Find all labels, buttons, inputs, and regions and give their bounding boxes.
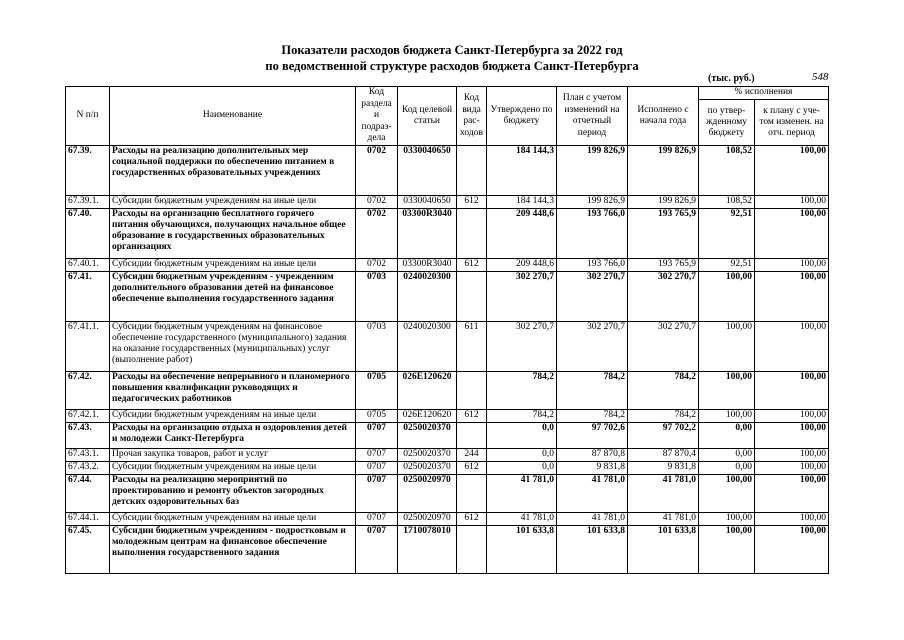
- cell-executed: 784,2: [628, 372, 699, 410]
- cell-approved: 184 144,3: [487, 196, 557, 209]
- cell-approved: 784,2: [487, 410, 557, 423]
- cell-pct-approved: 100,00: [699, 526, 755, 574]
- cell-executed: 784,2: [628, 410, 699, 423]
- cell-plan: 9 831,8: [557, 462, 628, 475]
- cell-expense-type-code: 612: [457, 410, 487, 423]
- cell-section-code: 0707: [356, 462, 398, 475]
- cell-pct-approved: 100,00: [699, 475, 755, 513]
- cell-num: 67.42.1.: [66, 410, 110, 423]
- cell-plan: 41 781,0: [557, 513, 628, 526]
- cell-expense-type-code: [457, 475, 487, 513]
- cell-section-code: 0703: [356, 322, 398, 372]
- cell-target-code: 0250020970: [398, 513, 457, 526]
- cell-expense-type-code: [457, 209, 487, 259]
- header-pct-approved: по утвер-жденному бюджету: [699, 100, 755, 146]
- cell-pct-plan: 100,00: [755, 259, 829, 272]
- header-pct-group: % исполнения: [699, 87, 829, 100]
- cell-pct-plan: 100,00: [755, 475, 829, 513]
- cell-executed: 87 870,4: [628, 449, 699, 462]
- cell-executed: 199 826,9: [628, 146, 699, 196]
- cell-target-code: 0250020370: [398, 449, 457, 462]
- cell-pct-approved: 108,52: [699, 146, 755, 196]
- cell-pct-plan: 100,00: [755, 372, 829, 410]
- cell-num: 67.41.1.: [66, 322, 110, 372]
- cell-pct-plan: 100,00: [755, 513, 829, 526]
- cell-plan: 784,2: [557, 410, 628, 423]
- cell-name: Субсидии бюджетным учреждениям на иные цели: [110, 410, 356, 423]
- table-row: [66, 209, 829, 259]
- cell-num: 67.43.: [66, 423, 110, 449]
- cell-pct-plan: 100,00: [755, 272, 829, 322]
- cell-plan: 97 702,6: [557, 423, 628, 449]
- cell-name: Прочая закупка товаров, работ и услуг: [110, 449, 356, 462]
- table-row: [66, 322, 829, 372]
- report-title-line-2: по ведомственной структуре расходов бюджета Санкт-Петербурга: [265, 59, 639, 73]
- cell-expense-type-code: [457, 272, 487, 322]
- header-target-code: Код целевой статьи: [398, 87, 457, 146]
- cell-expense-type-code: 612: [457, 259, 487, 272]
- cell-approved: 209 448,6: [487, 209, 557, 259]
- cell-expense-type-code: [457, 526, 487, 574]
- cell-approved: 41 781,0: [487, 513, 557, 526]
- table-body: [66, 146, 829, 574]
- cell-expense-type-code: 612: [457, 513, 487, 526]
- cell-section-code: 0707: [356, 449, 398, 462]
- cell-pct-plan: 100,00: [755, 196, 829, 209]
- cell-name: Субсидии бюджетным учреждениям на иные цели: [110, 513, 356, 526]
- table-row: [66, 423, 829, 449]
- cell-num: 67.40.1.: [66, 259, 110, 272]
- cell-num: 67.40.: [66, 209, 110, 259]
- cell-target-code: 0330040650: [398, 146, 457, 196]
- cell-num: 67.43.2.: [66, 462, 110, 475]
- cell-target-code: 0250020370: [398, 423, 457, 449]
- cell-target-code: 026E120620: [398, 372, 457, 410]
- units-label: (тыс. руб.): [708, 73, 755, 84]
- cell-executed: 101 633,8: [628, 526, 699, 574]
- cell-pct-approved: 0,00: [699, 462, 755, 475]
- header-num: N п/п: [66, 87, 110, 146]
- cell-target-code: 03300R3040: [398, 209, 457, 259]
- cell-num: 67.45.: [66, 526, 110, 574]
- cell-plan: 302 270,7: [557, 322, 628, 372]
- cell-pct-plan: 100,00: [755, 209, 829, 259]
- cell-name: Субсидии бюджетным учреждениям на иные цели: [110, 462, 356, 475]
- table-row: [66, 513, 829, 526]
- cell-approved: 0,0: [487, 449, 557, 462]
- cell-name: Расходы на реализацию дополнительных мер социальной поддержки по обеспечению питанием в государственных образовательных учреждениях: [110, 146, 356, 196]
- cell-name: Субсидии бюджетным учреждениям на финансовое обеспечение государственного (муниципального) задания на оказание государственных (муниципальных) услуг (выполнение работ): [110, 322, 356, 372]
- cell-num: 67.44.: [66, 475, 110, 513]
- cell-plan: 101 633,8: [557, 526, 628, 574]
- cell-approved: 184 144,3: [487, 146, 557, 196]
- cell-section-code: 0705: [356, 410, 398, 423]
- cell-name: Расходы на реализацию мероприятий по проектированию и ремонту объектов загородных детских оздоровительных баз: [110, 475, 356, 513]
- cell-expense-type-code: [457, 372, 487, 410]
- cell-approved: 209 448,6: [487, 259, 557, 272]
- header-approved: Утверждено по бюджету: [487, 87, 557, 146]
- cell-name: Субсидии бюджетным учреждениям - учреждениям дополнительного образования детей на финансовое обеспечение выполнения государственного задания: [110, 272, 356, 322]
- cell-approved: 302 270,7: [487, 322, 557, 372]
- cell-executed: 41 781,0: [628, 475, 699, 513]
- cell-approved: 101 633,8: [487, 526, 557, 574]
- cell-target-code: 1710078010: [398, 526, 457, 574]
- cell-expense-type-code: [457, 146, 487, 196]
- cell-pct-approved: 108,52: [699, 196, 755, 209]
- cell-plan: 41 781,0: [557, 475, 628, 513]
- cell-pct-approved: 92,51: [699, 209, 755, 259]
- cell-section-code: 0707: [356, 526, 398, 574]
- table-row: [66, 410, 829, 423]
- cell-name: Расходы на организацию бесплатного горячего питания обучающихся, получающих начальное общее образование в государственных образовательных организациях: [110, 209, 356, 259]
- cell-pct-plan: 100,00: [755, 526, 829, 574]
- cell-executed: 9 831,8: [628, 462, 699, 475]
- cell-pct-plan: 100,00: [755, 322, 829, 372]
- cell-num: 67.42.: [66, 372, 110, 410]
- cell-approved: 0,0: [487, 423, 557, 449]
- cell-plan: 193 766,0: [557, 209, 628, 259]
- table-row: [66, 526, 829, 574]
- header-expense-type-code: Код вида рас-ходов: [457, 87, 487, 146]
- cell-num: 67.39.: [66, 146, 110, 196]
- cell-target-code: 0240020300: [398, 272, 457, 322]
- cell-approved: 0,0: [487, 462, 557, 475]
- cell-approved: 302 270,7: [487, 272, 557, 322]
- cell-num: 67.41.: [66, 272, 110, 322]
- cell-pct-plan: 100,00: [755, 462, 829, 475]
- page-number: 548: [812, 71, 829, 83]
- cell-target-code: 0250020370: [398, 462, 457, 475]
- cell-target-code: 026E120620: [398, 410, 457, 423]
- table-row: [66, 196, 829, 209]
- cell-approved: 784,2: [487, 372, 557, 410]
- cell-executed: 193 765,9: [628, 209, 699, 259]
- cell-num: 67.43.1.: [66, 449, 110, 462]
- cell-plan: 199 826,9: [557, 146, 628, 196]
- cell-executed: 193 765,9: [628, 259, 699, 272]
- cell-target-code: 0330040650: [398, 196, 457, 209]
- cell-target-code: 03300R3040: [398, 259, 457, 272]
- cell-approved: 41 781,0: [487, 475, 557, 513]
- cell-name: Субсидии бюджетным учреждениям на иные цели: [110, 259, 356, 272]
- cell-pct-approved: 0,00: [699, 449, 755, 462]
- header-name: Наименование: [110, 87, 356, 146]
- cell-section-code: 0702: [356, 146, 398, 196]
- cell-name: Субсидии бюджетным учреждениям - подростковым и молодежным центрам на финансовое обеспечение выполнения государственного задания: [110, 526, 356, 574]
- cell-pct-approved: 100,00: [699, 322, 755, 372]
- table-row: [66, 146, 829, 196]
- cell-section-code: 0702: [356, 196, 398, 209]
- cell-section-code: 0707: [356, 513, 398, 526]
- header-plan: План с учетом изменений на отчетный период: [557, 87, 628, 146]
- cell-plan: 784,2: [557, 372, 628, 410]
- cell-name: Субсидии бюджетным учреждениям на иные цели: [110, 196, 356, 209]
- cell-pct-approved: 0,00: [699, 423, 755, 449]
- cell-pct-approved: 100,00: [699, 272, 755, 322]
- cell-executed: 97 702,2: [628, 423, 699, 449]
- cell-section-code: 0707: [356, 423, 398, 449]
- cell-name: Расходы на обеспечение непрерывного и планомерного повышения квалификации руководящих и педагогических работников: [110, 372, 356, 410]
- budget-table: [65, 86, 829, 574]
- cell-num: 67.44.1.: [66, 513, 110, 526]
- cell-expense-type-code: 611: [457, 322, 487, 372]
- table-row: [66, 449, 829, 462]
- cell-section-code: 0702: [356, 259, 398, 272]
- table-row: [66, 272, 829, 322]
- cell-target-code: 0240020300: [398, 322, 457, 372]
- cell-pct-plan: 100,00: [755, 449, 829, 462]
- cell-expense-type-code: [457, 423, 487, 449]
- cell-target-code: 0250020970: [398, 475, 457, 513]
- cell-section-code: 0707: [356, 475, 398, 513]
- cell-expense-type-code: 244: [457, 449, 487, 462]
- cell-pct-approved: 92,51: [699, 259, 755, 272]
- cell-name: Расходы на организацию отдыха и оздоровления детей и молодежи Санкт-Петербурга: [110, 423, 356, 449]
- cell-expense-type-code: 612: [457, 462, 487, 475]
- cell-executed: 302 270,7: [628, 322, 699, 372]
- cell-num: 67.39.1.: [66, 196, 110, 209]
- cell-plan: 302 270,7: [557, 272, 628, 322]
- cell-executed: 302 270,7: [628, 272, 699, 322]
- table-row: [66, 475, 829, 513]
- cell-section-code: 0703: [356, 272, 398, 322]
- cell-expense-type-code: 612: [457, 196, 487, 209]
- cell-pct-approved: 100,00: [699, 513, 755, 526]
- cell-plan: 199 826,9: [557, 196, 628, 209]
- header-section-code: Код раздела и подраз-дела: [356, 87, 398, 146]
- cell-section-code: 0705: [356, 372, 398, 410]
- cell-executed: 41 781,0: [628, 513, 699, 526]
- cell-pct-plan: 100,00: [755, 410, 829, 423]
- header-pct-plan: к плану с уче-том изменен. на отч. период: [755, 100, 829, 146]
- header-executed: Исполнено с начала года: [628, 87, 699, 146]
- report-title-line-1: Показатели расходов бюджета Санкт-Петербурга за 2022 год: [281, 43, 623, 57]
- table-row: [66, 372, 829, 410]
- table-row: [66, 462, 829, 475]
- table-row: [66, 259, 829, 272]
- cell-pct-plan: 100,00: [755, 423, 829, 449]
- cell-pct-plan: 100,00: [755, 146, 829, 196]
- cell-pct-approved: 100,00: [699, 372, 755, 410]
- cell-pct-approved: 100,00: [699, 410, 755, 423]
- cell-plan: 193 766,0: [557, 259, 628, 272]
- cell-executed: 199 826,9: [628, 196, 699, 209]
- cell-plan: 87 870,8: [557, 449, 628, 462]
- cell-section-code: 0702: [356, 209, 398, 259]
